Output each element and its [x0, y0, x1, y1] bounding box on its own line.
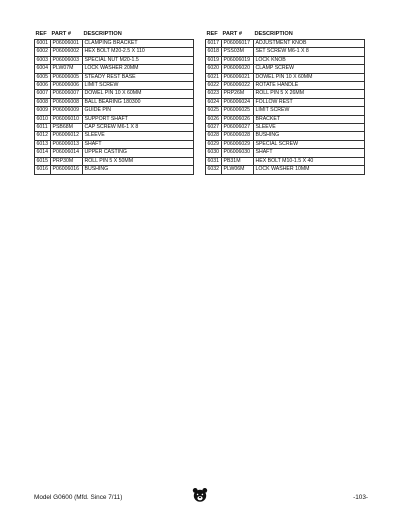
cell-ref: 6008	[35, 98, 51, 106]
cell-ref: 6029	[206, 140, 222, 148]
cell-ref: 6004	[35, 65, 51, 73]
cell-ref: 6021	[206, 73, 222, 81]
cell-part-number: PSB68M	[51, 124, 83, 132]
footer-page-number: -103-	[353, 494, 368, 501]
table-row	[35, 98, 194, 106]
cell-description: BUSHING	[254, 132, 365, 140]
cell-part-number: P06006016	[51, 166, 83, 174]
cell-description: HEX BOLT M20-2.5 X 110	[83, 48, 194, 56]
cell-ref: 6009	[35, 107, 51, 115]
cell-ref: 6024	[206, 98, 222, 106]
cell-part-number: P06006001	[51, 40, 83, 48]
table-row	[35, 149, 194, 157]
cell-description: DOWEL PIN 10 X 60MM	[254, 73, 365, 81]
cell-ref: 6027	[206, 124, 222, 132]
cell-description: UPPER CASTING	[83, 149, 194, 157]
cell-ref: 6017	[206, 40, 222, 48]
cell-description: SHAFT	[254, 149, 365, 157]
table-row	[206, 73, 365, 81]
cell-description: LOCK WASHER 20MM	[83, 65, 194, 73]
table-row	[206, 166, 365, 174]
cell-description: SLEEVE	[83, 132, 194, 140]
cell-description: LOCK KNOB	[254, 56, 365, 64]
table-row	[35, 73, 194, 81]
parts-table-right-wrap	[205, 30, 365, 175]
table-row	[35, 65, 194, 73]
table-header-row	[206, 30, 365, 40]
cell-part-number: PRP30M	[51, 157, 83, 165]
cell-part-number: P06006008	[51, 98, 83, 106]
table-row	[206, 90, 365, 98]
cell-description: SPECIAL NUT M20-1.5	[83, 56, 194, 64]
cell-description: SHAFT	[83, 140, 194, 148]
parts-table-right	[205, 30, 365, 175]
table-row	[206, 48, 365, 56]
cell-ref: 6020	[206, 65, 222, 73]
cell-part-number: P06006012	[51, 132, 83, 140]
cell-part-number: P06006028	[222, 132, 254, 140]
cell-ref: 6023	[206, 90, 222, 98]
cell-part-number: P06006010	[51, 115, 83, 123]
cell-part-number: P06006017	[222, 40, 254, 48]
cell-description: LOCK WASHER 10MM	[254, 166, 365, 174]
table-row	[206, 107, 365, 115]
cell-part-number: P06006003	[51, 56, 83, 64]
cell-part-number: P06006021	[222, 73, 254, 81]
cell-ref: 6028	[206, 132, 222, 140]
bear-head-logo-icon	[192, 487, 208, 503]
cell-ref: 6002	[35, 48, 51, 56]
cell-description: BALL BEARING 180300	[83, 98, 194, 106]
cell-ref: 6006	[35, 82, 51, 90]
table-row	[35, 90, 194, 98]
table-row	[35, 140, 194, 148]
cell-ref: 6032	[206, 166, 222, 174]
table-row	[206, 132, 365, 140]
cell-description: ROLL PIN 5 X 50MM	[83, 157, 194, 165]
cell-description: CLAMP SCREW	[254, 65, 365, 73]
cell-part-number: P06006020	[222, 65, 254, 73]
cell-part-number: P06006014	[51, 149, 83, 157]
header-ref: REF	[206, 31, 218, 37]
table-row	[35, 132, 194, 140]
cell-ref: 6007	[35, 90, 51, 98]
cell-description: ROLL PIN 5 X 26MM	[254, 90, 365, 98]
table-row	[206, 56, 365, 64]
parts-table-left-wrap	[34, 30, 194, 175]
cell-description: STEADY REST BASE	[83, 73, 194, 81]
cell-ref: 6005	[35, 73, 51, 81]
cell-ref: 6015	[35, 157, 51, 165]
table-row	[206, 40, 365, 48]
cell-part-number: P06006013	[51, 140, 83, 148]
table-row	[35, 56, 194, 64]
cell-part-number: P06006007	[51, 90, 83, 98]
cell-part-number: PRP26M	[222, 90, 254, 98]
header-description: DESCRIPTION	[83, 31, 122, 37]
table-row	[35, 40, 194, 48]
cell-description: HEX BOLT M10-1.5 X 40	[254, 157, 365, 165]
table-row	[35, 115, 194, 123]
header-part: PART #	[51, 31, 71, 37]
table-row	[35, 107, 194, 115]
cell-part-number: PLW07M	[51, 65, 83, 73]
cell-part-number: PSS03M	[222, 48, 254, 56]
table-row	[206, 98, 365, 106]
cell-part-number: P06006029	[222, 140, 254, 148]
cell-ref: 6026	[206, 115, 222, 123]
cell-part-number: P06006027	[222, 124, 254, 132]
cell-part-number: P06006019	[222, 56, 254, 64]
cell-part-number: P06006005	[51, 73, 83, 81]
cell-description: CLAMPING BRACKET	[83, 40, 194, 48]
cell-ref: 6001	[35, 40, 51, 48]
cell-part-number: P06006006	[51, 82, 83, 90]
cell-description: SLEEVE	[254, 124, 365, 132]
cell-part-number: PB31M	[222, 157, 254, 165]
table-row	[35, 157, 194, 165]
table-row	[206, 157, 365, 165]
cell-part-number: P06006030	[222, 149, 254, 157]
cell-description: SPECIAL SCREW	[254, 140, 365, 148]
cell-part-number: P06006002	[51, 48, 83, 56]
cell-description: SUPPORT SHAFT	[83, 115, 194, 123]
cell-ref: 6031	[206, 157, 222, 165]
table-row	[35, 124, 194, 132]
parts-table-left	[34, 30, 194, 175]
cell-description: BRACKET	[254, 115, 365, 123]
table-row	[206, 140, 365, 148]
table-row	[35, 166, 194, 174]
footer-model-text: Model G0600 (Mfd. Since 7/11)	[34, 494, 123, 501]
cell-ref: 6014	[35, 149, 51, 157]
cell-part-number: PLW06M	[222, 166, 254, 174]
table-row	[206, 124, 365, 132]
cell-description: CAP SCREW M6-1 X 8	[83, 124, 194, 132]
table-row	[206, 65, 365, 73]
cell-part-number: P06006022	[222, 82, 254, 90]
table-header-row	[35, 30, 194, 40]
header-part: PART #	[222, 31, 242, 37]
cell-ref: 6019	[206, 56, 222, 64]
cell-ref: 6022	[206, 82, 222, 90]
table-row	[35, 48, 194, 56]
cell-ref: 6025	[206, 107, 222, 115]
table-row	[206, 149, 365, 157]
cell-ref: 6030	[206, 149, 222, 157]
cell-ref: 6013	[35, 140, 51, 148]
cell-ref: 6003	[35, 56, 51, 64]
cell-ref: 6010	[35, 115, 51, 123]
cell-ref: 6011	[35, 124, 51, 132]
cell-description: BUSHING	[83, 166, 194, 174]
cell-description: FOLLOW REST	[254, 98, 365, 106]
cell-description: LIMIT SCREW	[254, 107, 365, 115]
cell-part-number: P06006009	[51, 107, 83, 115]
cell-ref: 6012	[35, 132, 51, 140]
table-row	[206, 82, 365, 90]
cell-part-number: P06006024	[222, 98, 254, 106]
cell-description: ADJUSTMENT KNOB	[254, 40, 365, 48]
cell-part-number: P06006025	[222, 107, 254, 115]
cell-part-number: P06006026	[222, 115, 254, 123]
cell-description: LIMIT SCREW	[83, 82, 194, 90]
cell-description: GUIDE PIN	[83, 107, 194, 115]
cell-description: DOWEL PIN 10 X 60MM	[83, 90, 194, 98]
cell-ref: 6018	[206, 48, 222, 56]
cell-description: ROTATE HANDLE	[254, 82, 365, 90]
table-row	[35, 82, 194, 90]
cell-description: SET SCREW M6-1 X 8	[254, 48, 365, 56]
header-description: DESCRIPTION	[254, 31, 293, 37]
table-row	[206, 115, 365, 123]
cell-ref: 6016	[35, 166, 51, 174]
header-ref: REF	[35, 31, 47, 37]
